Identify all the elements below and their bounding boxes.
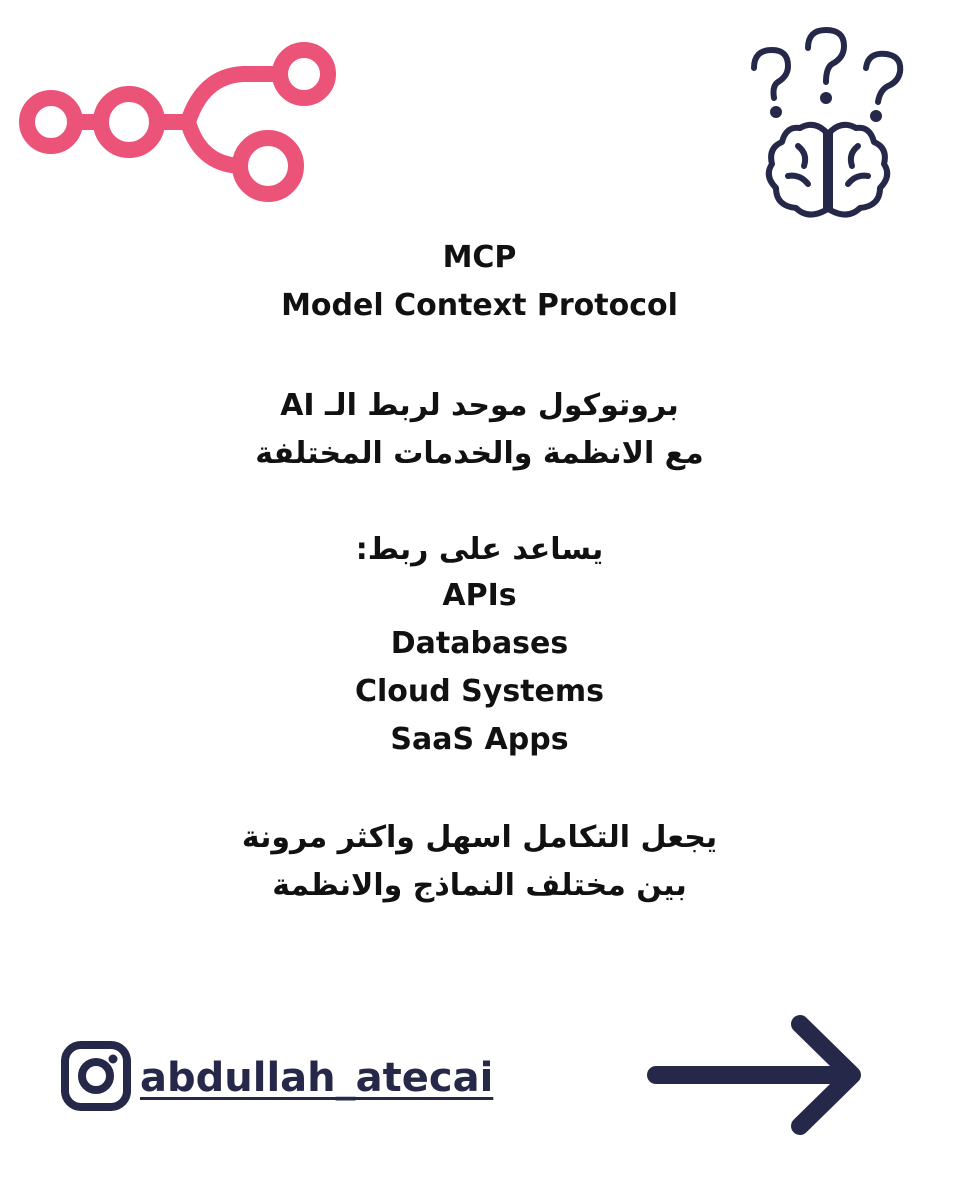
definition-line-1: بروتوكول موحد لربط الـ AI bbox=[280, 388, 679, 423]
benefit-line-2: بين مختلف النماذج والانظمة bbox=[272, 868, 687, 903]
list-item-saas-apps: SaaS Apps bbox=[390, 722, 569, 757]
arrow-right-icon[interactable] bbox=[644, 1012, 868, 1138]
list-item-databases: Databases bbox=[390, 626, 569, 661]
instagram-handle-link[interactable]: abdullah_atecai bbox=[140, 1055, 494, 1101]
workflow-nodes-icon bbox=[18, 40, 348, 210]
helps-label: يساعد على ربط: bbox=[355, 532, 604, 567]
list-item-apis: APIs bbox=[442, 578, 517, 613]
list-item-cloud-systems: Cloud Systems bbox=[354, 674, 604, 709]
brain-questions-icon bbox=[742, 24, 918, 224]
instagram-icon[interactable] bbox=[60, 1040, 132, 1112]
page-title: MCP bbox=[442, 240, 517, 275]
definition-line-2: مع الانظمة والخدمات المختلفة bbox=[255, 436, 704, 471]
benefit-line-1: يجعل التكامل اسهل واكثر مرونة bbox=[241, 820, 718, 855]
page-subtitle: Model Context Protocol bbox=[281, 288, 678, 323]
